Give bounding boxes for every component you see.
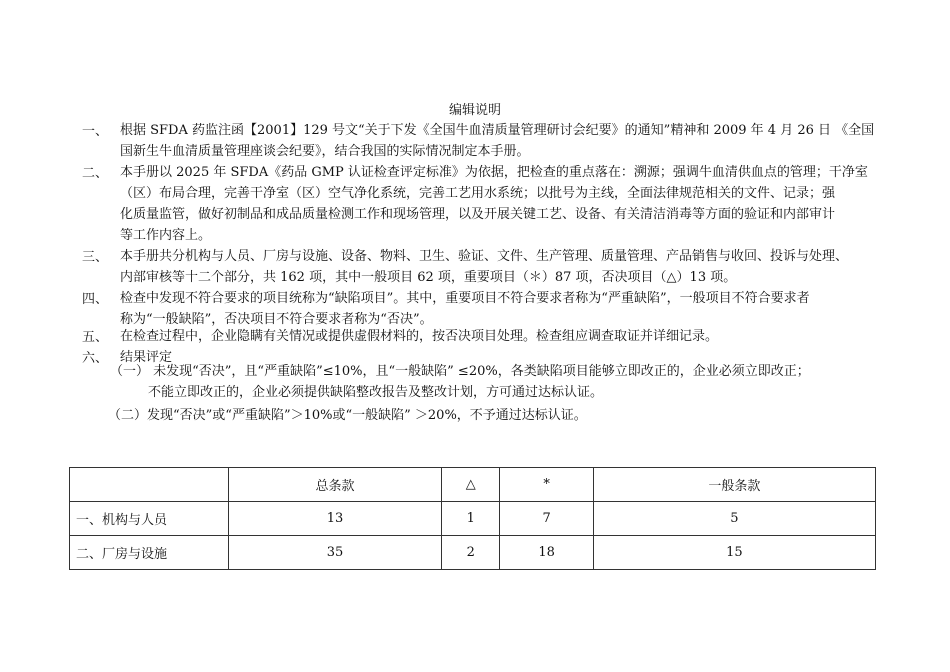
summary-table xyxy=(69,467,876,570)
table-header-cell: △ xyxy=(441,468,500,502)
item-number: 五、 xyxy=(82,330,109,345)
table-cell: 1 xyxy=(441,502,500,536)
doc-title: 编辑说明 xyxy=(448,103,501,118)
result-sub-2: （二）发现“否决”或“严重缺陷”＞10%或“一般缺陷” ＞20%，不予通过达标认证。 xyxy=(108,408,587,423)
item-line: 根据 SFDA 药监注函【2001】129 号文“关于下发《全国牛血清质量管理研讨会纪要》的通知”精神和 2009 年 4 月 26 日 《全国 xyxy=(120,123,875,138)
item-line: 结果评定 xyxy=(120,350,173,365)
table-cell: 13 xyxy=(229,502,442,536)
result-sub-1-line-2: 不能立即改正的，企业必须提供缺陷整改报告及整改计划，方可通过达标认证。 xyxy=(148,385,604,400)
table-header-cell xyxy=(70,468,229,502)
item-text xyxy=(120,120,880,162)
item-line: 等工作内容上。 xyxy=(120,228,212,243)
item-line: 在检查过程中，企业隐瞒有关情况或提供虚假材料的，按否决项目处理。检查组应调查取证并详细记录。 xyxy=(120,329,719,344)
result-sub-1-line-1: （一） 未发现“否决”，且“严重缺陷”≤10%，且“一般缺陷” ≤20%，各类缺陷项目能够立即改正的，企业必须立即改正； xyxy=(110,364,810,379)
table-cell: 5 xyxy=(593,502,875,536)
item-number: 四、 xyxy=(82,292,109,307)
item-line: （区）布局合理，完善干净室（区）空气净化系统，完善工艺用水系统；以批号为主线，全面法律规范相关的文件、记录；强 xyxy=(120,186,836,201)
table-row xyxy=(70,502,876,536)
item-text xyxy=(120,246,880,288)
table-cell: 35 xyxy=(229,536,442,570)
table-header-row xyxy=(70,468,876,502)
item-number: 一、 xyxy=(82,124,109,139)
table-cell: 2 xyxy=(441,536,500,570)
table-cell: 15 xyxy=(593,536,875,570)
item-line: 内部审核等十二个部分，共 162 项，其中一般项目 62 项，重要项目（＊）87 项，否决项目（△）13 项。 xyxy=(120,270,737,285)
item-number: 六、 xyxy=(82,351,109,366)
item-number: 二、 xyxy=(82,166,109,181)
item-line: 国新生牛血清质量管理座谈会纪要》，结合我国的实际情况制定本手册。 xyxy=(120,144,530,159)
item-text xyxy=(120,162,880,246)
table-cell: 7 xyxy=(500,502,593,536)
item-number: 三、 xyxy=(82,250,109,265)
table-header-cell: 一般条款 xyxy=(593,468,875,502)
table-row-label: 一、机构与人员 xyxy=(70,502,229,536)
item-line: 本手册以 2025 年 SFDA《药品 GMP 认证检查评定标准》为依据，把检查的重点落在：溯源；强调牛血清供血点的管理；干净室 xyxy=(120,165,868,180)
item-line: 检查中发现不符合要求的项目统称为“缺陷项目”。其中，重要项目不符合要求者称为“严重缺陷”，一般项目不符合要求者 xyxy=(120,291,810,306)
table-header-cell: * xyxy=(500,468,593,502)
item-text xyxy=(120,288,880,330)
table-row xyxy=(70,536,876,570)
table-cell: 18 xyxy=(500,536,593,570)
item-text xyxy=(120,326,880,347)
item-line: 本手册共分机构与人员、厂房与设施、设备、物料、卫生、验证、文件、生产管理、质量管理、产品销售与收回、投诉与处理、 xyxy=(120,249,849,264)
table-header-cell: 总条款 xyxy=(229,468,442,502)
table-row-label: 二、厂房与设施 xyxy=(70,536,229,570)
item-line: 称为“一般缺陷”，否决项目不符合要求者称为“否决”。 xyxy=(120,312,433,327)
item-line: 化质量监管，做好初制品和成品质量检测工作和现场管理，以及开展关键工艺、设备、有关清洁消毒等方面的验证和内部审计 xyxy=(120,207,836,222)
